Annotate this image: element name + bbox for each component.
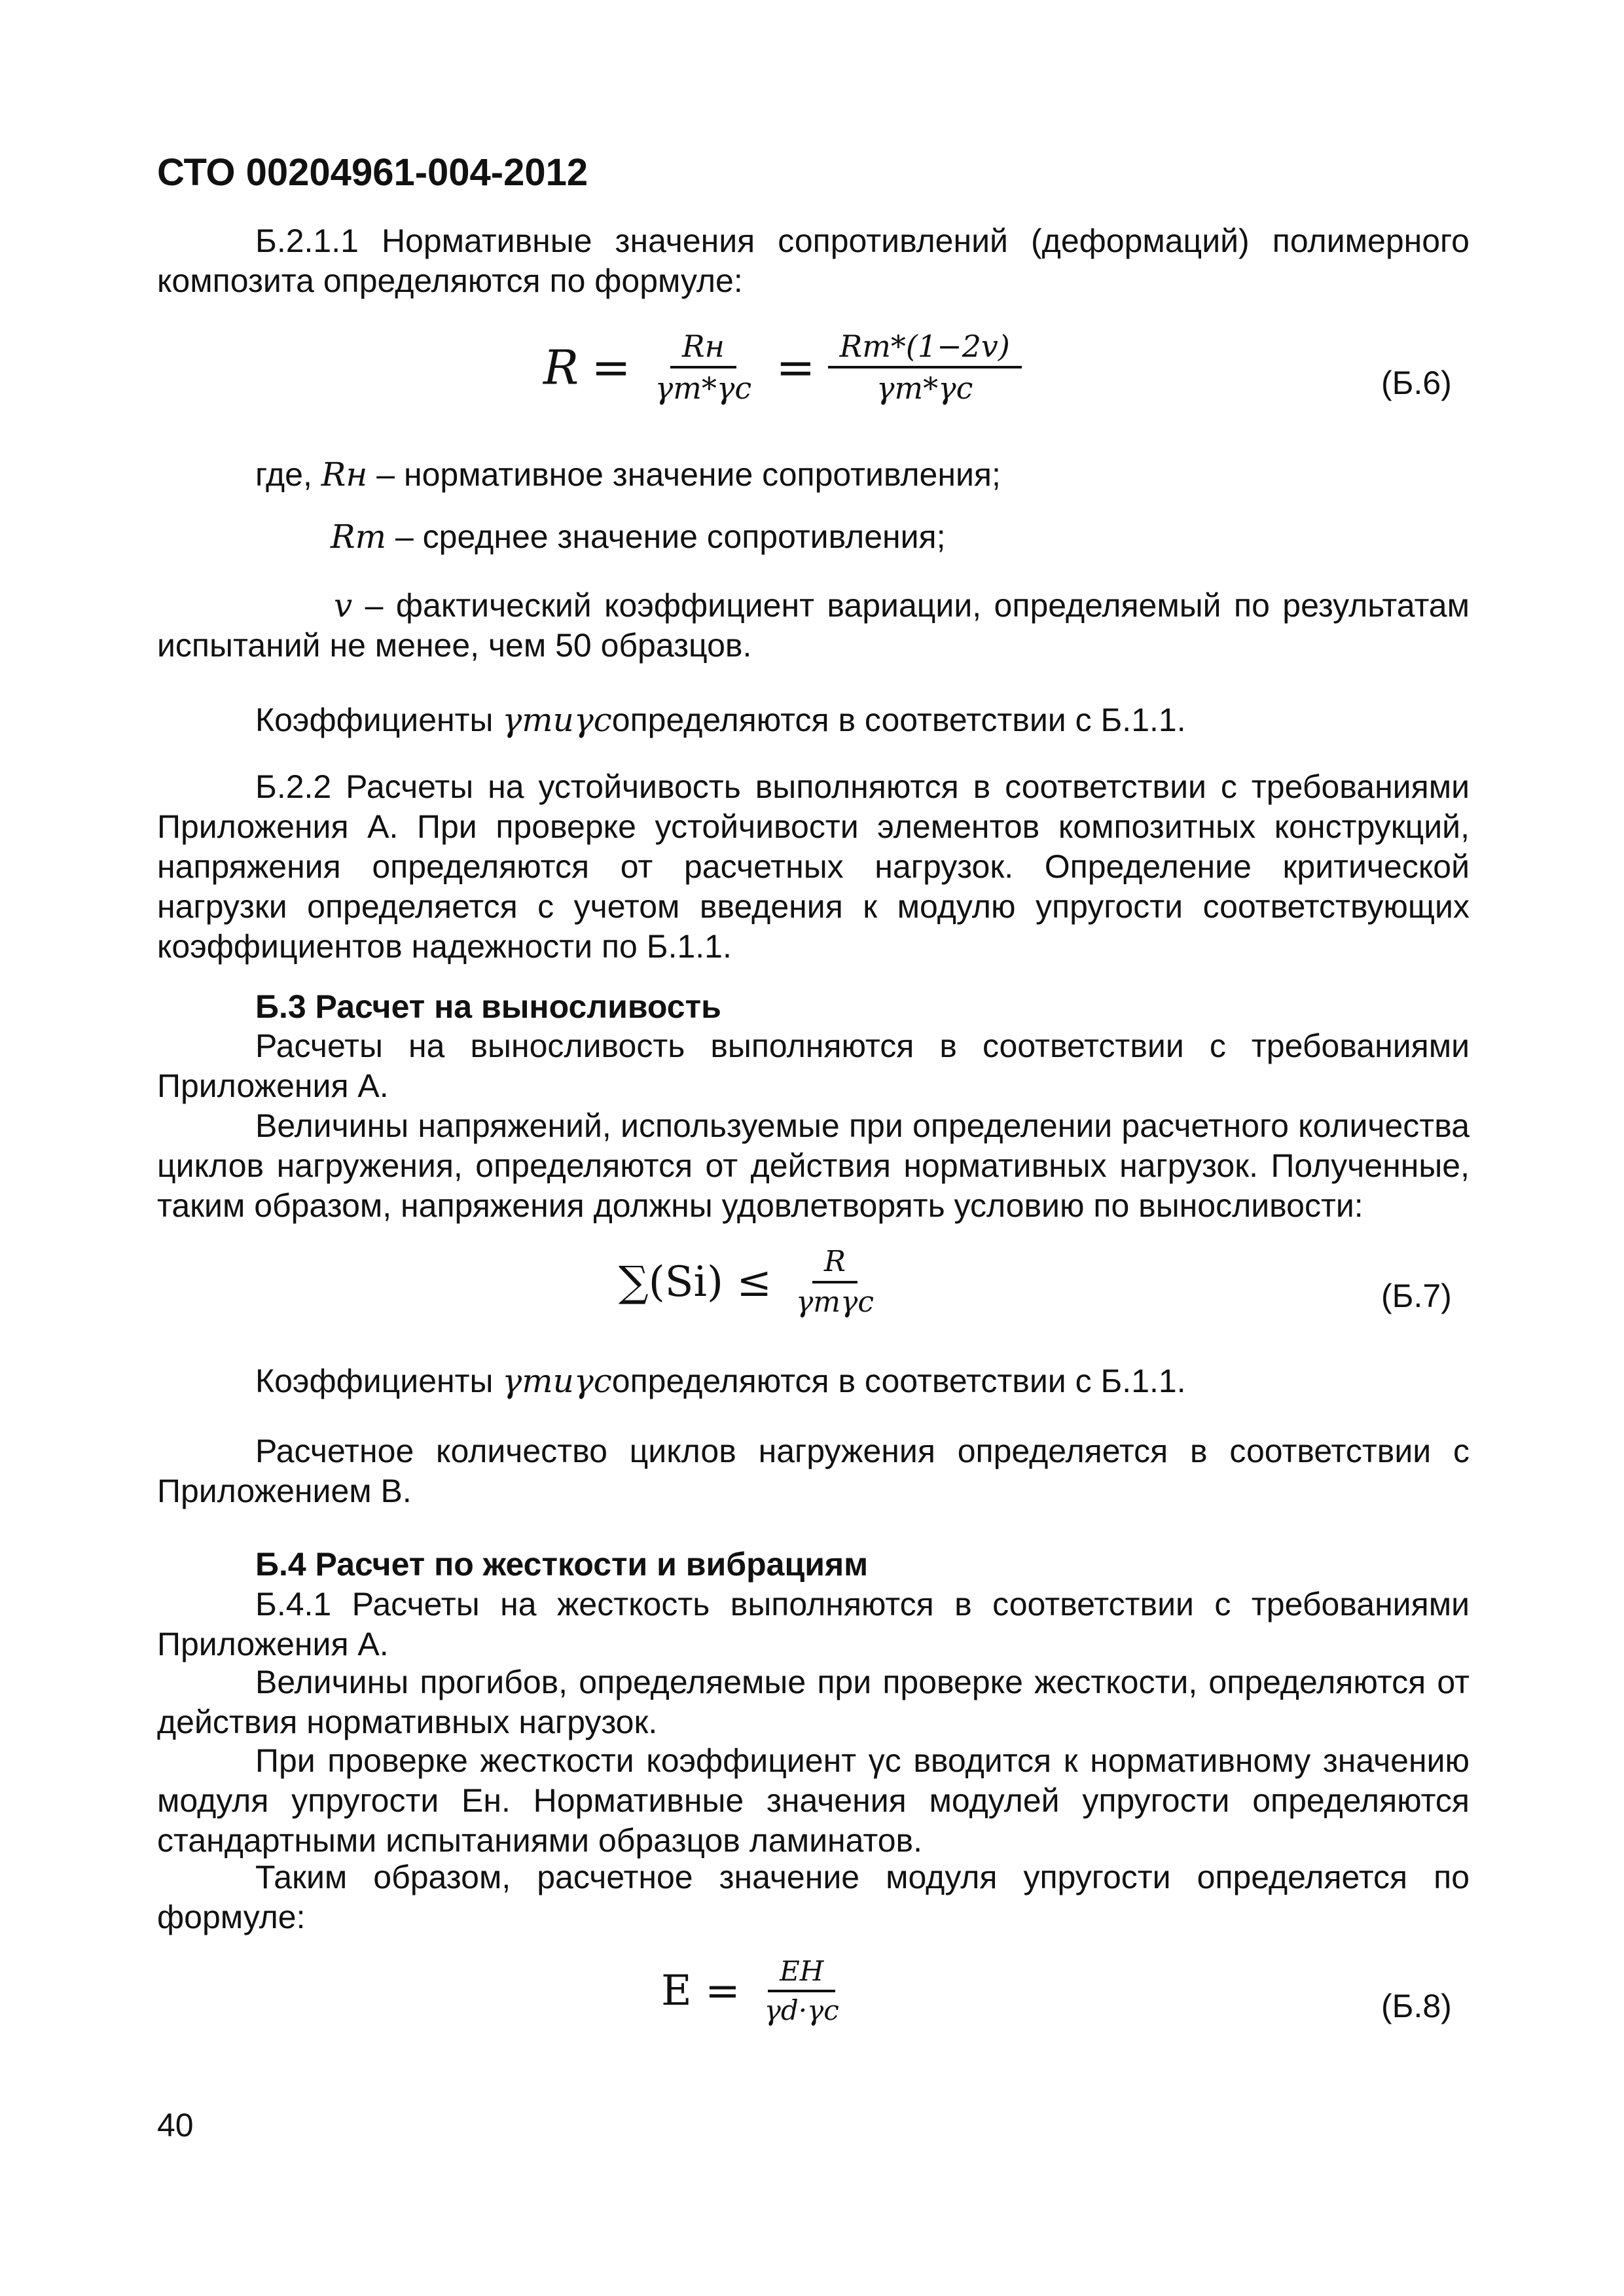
paragraph-b3-3: Расчетное количество циклов нагружения определяется в соответствии с Приложением В.	[157, 1433, 1470, 1509]
formula-b8	[661, 1957, 851, 2025]
formula-b6-denominator-1: γm*γc	[655, 370, 752, 406]
formula-b7-numerator: R	[812, 1247, 857, 1283]
formula-b6-eq1: =	[591, 340, 631, 395]
formula-b6-eq2: =	[776, 340, 816, 395]
formula-b6-fraction-2	[828, 331, 1022, 404]
paragraph-b3-1: Расчеты на выносливость выполняются в соответствии с требованиями Приложения А.	[157, 1028, 1470, 1104]
paragraph-b4-1: Б.4.1 Расчеты на жесткость выполняются в соответствии с требованиями Приложения А.	[157, 1586, 1470, 1662]
where-v-paragraph	[157, 586, 1470, 666]
equation-number-b7: (Б.7)	[1381, 1278, 1452, 1314]
where-prefix: где,	[255, 456, 312, 493]
symbol-rm: Rm	[331, 518, 387, 556]
formula-b6-numerator-2: Rm*(1−2v)	[828, 331, 1022, 368]
coefficients-line-1	[255, 700, 1186, 740]
formula-b8-numerator: EH	[768, 1957, 835, 1992]
formula-b8-fraction	[753, 1957, 851, 2025]
heading-b4: Б.4 Расчет по жесткости и вибрациям	[255, 1546, 869, 1583]
coefficients-symbols-1: γmиγc	[502, 701, 612, 739]
paragraph-b211: Б.2.1.1 Нормативные значения сопротивлений (деформаций) полимерного композита определяются по формуле:	[157, 223, 1470, 299]
paragraph-b4-2: Величины прогибов, определяемые при проверке жесткости, определяются от действия нормативных нагрузок.	[157, 1664, 1470, 1740]
symbol-rn: Rн	[321, 456, 368, 493]
formula-b6	[543, 331, 1022, 404]
formula-b7-lhs: ∑(Si) ≤	[619, 1258, 772, 1307]
formula-b7-denominator: γmγc	[796, 1285, 874, 1319]
paragraph-b3-2: Величины напряжений, используемые при определении расчетного количества циклов нагружения, определяются от действия нормативных нагрузок. Полученные, таким образом, напряжения должны удовлетворять условию по выносливости:	[157, 1107, 1470, 1224]
paragraph-b22: Б.2.2 Расчеты на устойчивость выполняются в соответствии с требованиями Приложения А. При проверке устойчивости элементов композитных конструкций, напряжения определяются от расчетных нагрузок. Определение критической нагрузки определяется с учетом введения к модулю упругости соответствующих коэффициентов надежности по Б.1.1.	[157, 768, 1470, 965]
coefficients-suffix-2: определяются в соответствии с Б.1.1.	[611, 1363, 1186, 1399]
heading-b3: Б.3 Расчет на выносливость	[255, 988, 721, 1025]
where-rm-line	[331, 517, 946, 557]
formula-b7	[619, 1247, 886, 1318]
formula-b6-numerator-1: Rн	[670, 331, 736, 368]
coefficients-prefix-2: Коэффициенты	[255, 1363, 494, 1399]
where-v-text: – фактический коэффициент вариации, определяемый по результатам испытаний не менее, чем 50 образцов.	[157, 587, 1470, 664]
paragraph-b4-3: При проверке жесткости коэффициент γc вводится к нормативному значению модуля упругости Eн. Нормативные значения модулей упругости определяются стандартными испытаниями образцов ламинатов.	[157, 1742, 1470, 1859]
formula-b8-lhs: E =	[661, 1967, 740, 2016]
coefficients-suffix-1: определяются в соответствии с Б.1.1.	[611, 702, 1186, 738]
where-rm-text: – среднее значение сопротивления;	[395, 518, 946, 555]
equation-number-b8: (Б.8)	[1381, 1988, 1452, 2024]
page-number: 40	[157, 2107, 194, 2144]
coefficients-line-2	[255, 1361, 1186, 1401]
formula-b6-lhs: R	[543, 340, 579, 395]
formula-b7-fraction	[784, 1247, 886, 1318]
formula-b6-fraction-1	[643, 331, 763, 404]
document-code: СТО 00204961-004-2012	[157, 151, 588, 194]
where-rn-text: – нормативное значение сопротивления;	[376, 456, 1001, 493]
formula-b6-denominator-2: γm*γc	[876, 370, 973, 406]
coefficients-prefix-1: Коэффициенты	[255, 702, 494, 738]
paragraph-b4-4: Таким образом, расчетное значение модуля упругости определяется по формуле:	[157, 1859, 1470, 1935]
where-rn-line	[255, 455, 1001, 495]
symbol-v: v	[334, 586, 353, 624]
formula-b8-denominator: γd·γc	[764, 1994, 839, 2027]
equation-number-b6: (Б.6)	[1381, 365, 1452, 401]
coefficients-symbols-2: γmиγc	[502, 1362, 612, 1400]
